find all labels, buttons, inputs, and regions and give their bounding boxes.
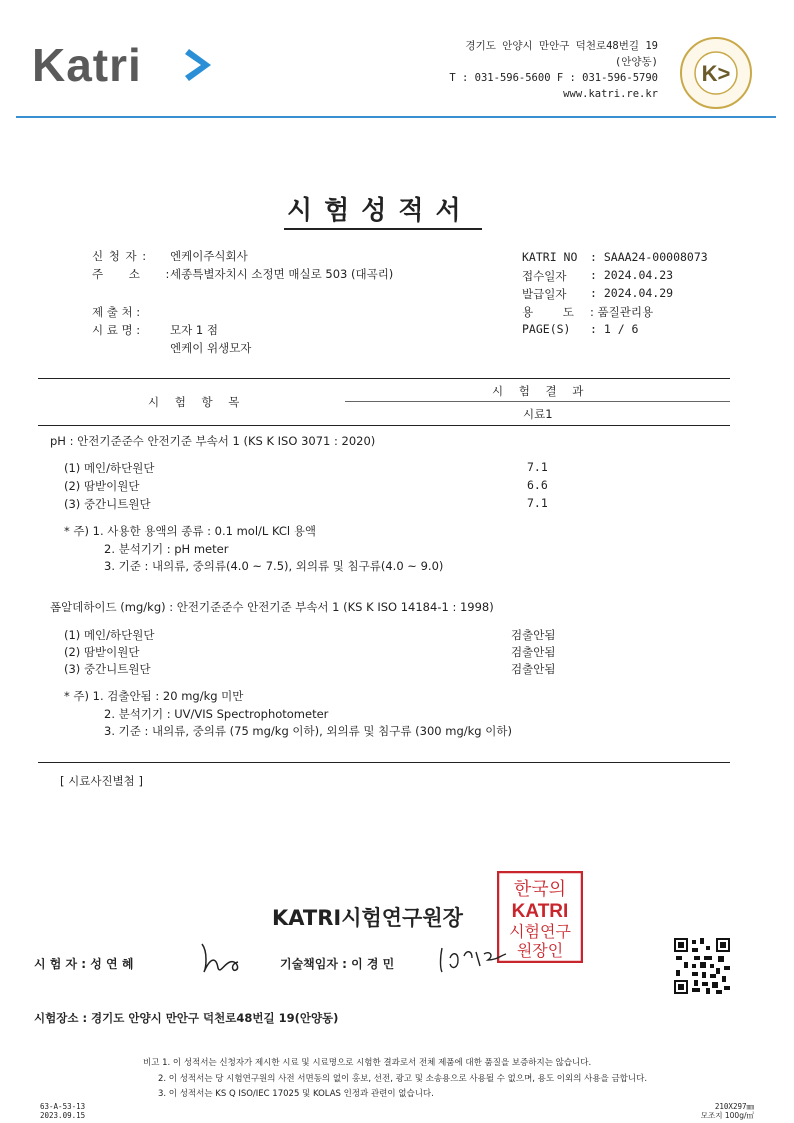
test-row-label: (3) 중간니트원단 [64,662,151,676]
test-row-label: (2) 땀받이원단 [64,645,140,659]
footnote: 2. 이 성적서는 당 시험연구원의 사전 서면동의 없이 홍보, 선전, 광고 및 소송용으로 사용될 수 없으며, 용도 이외의 사용을 금합니다. [158,1074,648,1084]
footnote: 3. 이 성적서는 KS Q ISO/IEC 17025 및 KOLAS 인정과 관련이 없습니다. [158,1089,434,1099]
test-result-heading: 시 험 결 과 [492,384,590,398]
applicant-name: 엔케이주식회사 [170,249,248,263]
tester-signature [196,938,248,978]
header-rule [16,116,776,118]
page-value: : 1 / 6 [590,322,639,336]
org-name: KATRI시험연구원장 [272,906,463,930]
chevron-right-icon [183,46,219,84]
logo-text: Katri [32,39,142,91]
purpose-label: 용 도 [522,305,574,319]
test-row-label: (1) 메인/하단원단 [64,461,155,475]
test-note: 2. 분석기기 : pH meter [104,542,229,556]
test-location: 시험장소 : 경기도 안양시 만안구 덕천로48번길 19(안양동) [34,1011,339,1025]
test-row-value: 6.6 [527,478,548,492]
received-date: : 2024.04.23 [590,268,674,282]
table-top-rule [38,378,730,379]
purpose-value: : 품질관리용 [590,305,654,319]
test-row-value: 검출안됨 [511,662,556,676]
header-contact [449,38,658,102]
test-note: 3. 기준 : 내의류, 중의류(4.0 ~ 7.5), 외의류 및 침구류(4.0 ~ 9.0) [104,559,444,573]
svg-text:시험연구: 시험연구 [509,922,571,941]
test-note: 2. 분석기기 : UV/VIS Spectrophotometer [104,707,329,721]
result-sub-rule [345,401,730,402]
paper-size: 210X297㎜ [714,1102,754,1111]
page-label: PAGE(S) [522,322,571,336]
seal-icon [679,36,753,110]
applicant-address-label: 주 소 : [92,267,170,281]
test-note: * 주) 1. 사용한 용액의 종류 : 0.1 mol/L KCl 용액 [64,524,316,538]
photo-note: [ 시료사진별첨 ] [60,774,143,788]
title-underline [284,228,482,230]
test-note: 3. 기준 : 내의류, 중의류 (75 mg/kg 이하), 외의류 및 침구류 (300 mg/kg 이하) [104,724,512,738]
svg-text:KATRI: KATRI [511,901,569,922]
katri-seal [679,36,753,110]
page-title: 시험성적서 [287,196,473,226]
test-item-heading: 시 험 항 목 [148,395,246,409]
issued-date: : 2024.04.29 [590,286,674,300]
test-row-value: 7.1 [527,460,548,474]
sample-col-heading: 시료1 [523,407,553,421]
test-row-value: 검출안됨 [511,628,556,642]
test-title-formaldehyde: 폼알데하이드 (mg/kg) : 안전기준준수 안전기준 부속서 1 (KS K ISO 14184-1 : 1998) [50,600,494,614]
katri-logo [32,38,142,92]
test-note: * 주) 1. 검출안됨 : 20 mg/kg 미만 [64,689,244,703]
svg-text:한국의: 한국의 [513,879,567,900]
footnote: 비고 1. 이 성적서는 신청자가 제시한 시료 및 시료명으로 시험한 결과로서 전체 제품에 대한 품질을 보증하지는 않습니다. [143,1058,592,1068]
test-row-value: 검출안됨 [511,645,556,659]
tester-label: 시 험 자 : 성 연 혜 [34,957,134,971]
applicant-name-label: 신 청 자 : [92,249,147,263]
received-label: 접수일자 [522,269,567,283]
test-row-label: (2) 땀받이원단 [64,479,140,493]
table-head-rule [38,425,730,426]
report-no-label: KATRI NO [522,250,578,264]
manager-label: 기술책임자 : 이 경 민 [280,957,395,971]
submitter-label: 제 출 처 : [92,305,141,319]
qr-code-icon [674,938,730,994]
paper-note: 모조지 100g/㎡ [700,1111,754,1120]
manager-signature [436,938,516,978]
sample-label: 시 료 명 : [92,323,141,337]
header-phone: T : 031-596-5600 F : 031-596-5790 [449,72,658,84]
sample-name: 모자 1 점 [170,323,218,337]
test-row-label: (1) 메인/하단원단 [64,628,155,642]
svg-text:원장인: 원장인 [516,941,564,960]
test-row-value: 7.1 [527,496,548,510]
header-address: 경기도 안양시 만안구 덕천로48번길 19 [465,40,658,52]
report-no: : SAAA24-00008073 [590,250,708,264]
issued-label: 발급일자 [522,287,567,301]
applicant-address: 세종특별자치시 소정면 매실로 503 (대곡리) [170,267,394,281]
test-title-ph: pH : 안전기준준수 안전기준 부속서 1 (KS K ISO 3071 : 2020) [50,434,376,448]
header-address2: (안양동) [614,56,658,68]
svg-text:K>: K> [701,61,731,86]
table-bottom-rule [38,762,730,763]
test-row-label: (3) 중간니트원단 [64,497,151,511]
header-web: www.katri.re.kr [563,88,658,100]
form-date: 2023.09.15 [40,1111,86,1120]
sample-name-2: 엔케이 위생모자 [170,341,252,355]
form-code: 63-A-53-13 [40,1102,86,1111]
